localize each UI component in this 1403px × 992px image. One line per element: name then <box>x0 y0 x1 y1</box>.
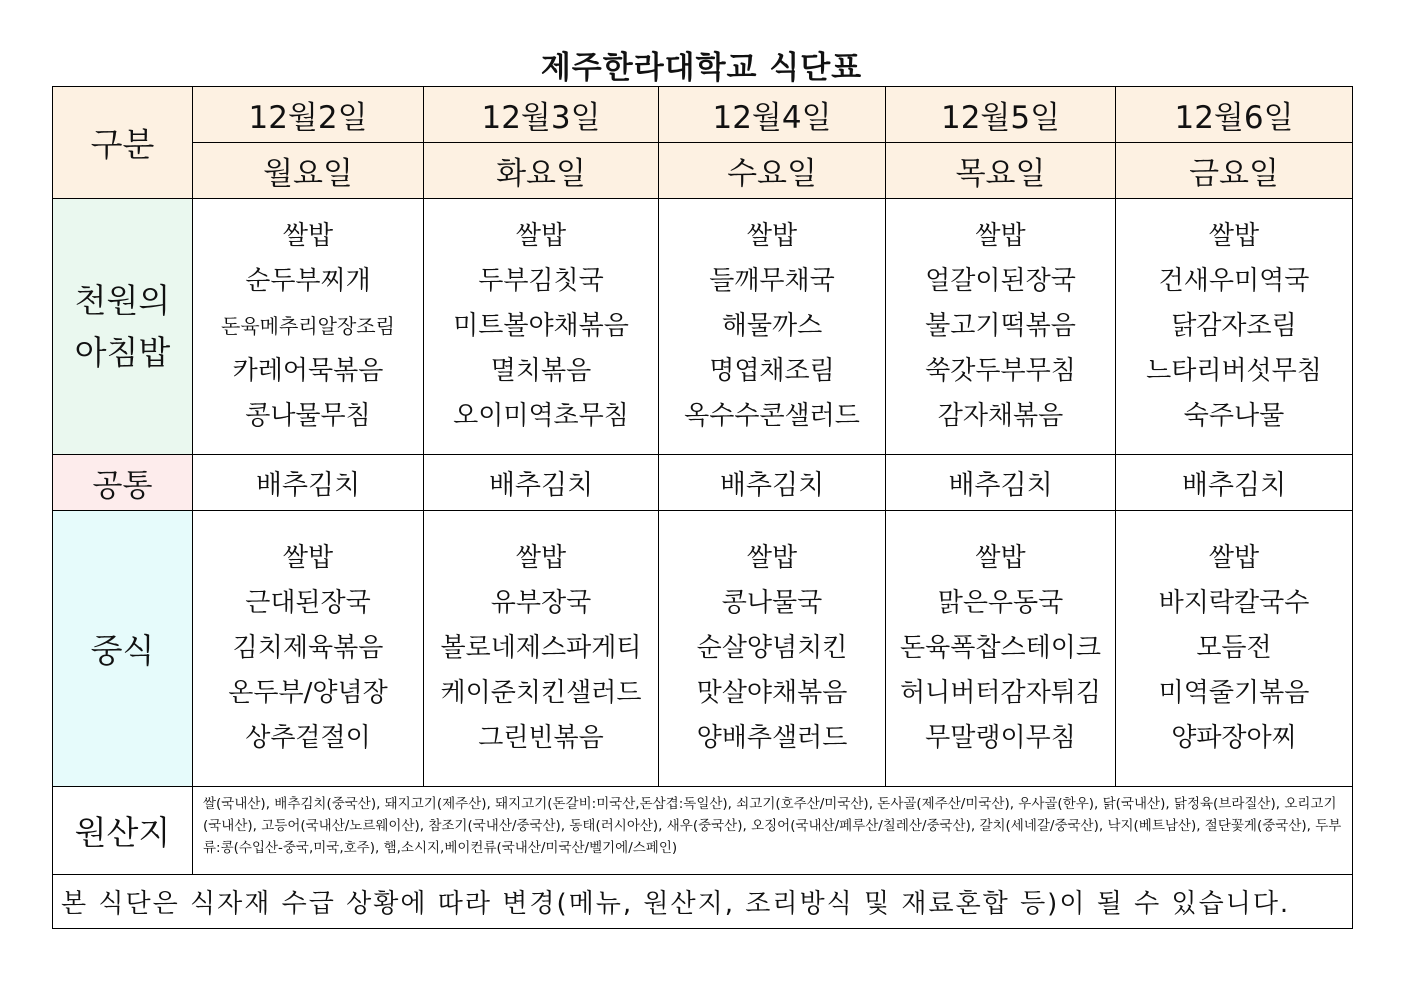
menu-item: 들깨무채국 <box>709 266 835 296</box>
menu-item: 옥수수콘샐러드 <box>684 401 860 431</box>
menu-item: 해물까스 <box>721 311 823 341</box>
date-cell: 12월3일 <box>424 87 659 143</box>
menu-item: 쑥갓두부무침 <box>925 356 1076 386</box>
breakfast-menu-cell <box>193 199 424 455</box>
lunch-menu-cell <box>886 511 1116 787</box>
menu-item: 감자채볶음 <box>937 401 1064 431</box>
breakfast-label-line: 천원의 <box>74 280 171 320</box>
date-row <box>53 87 1353 143</box>
menu-item: 멸치볶음 <box>490 356 592 386</box>
common-item: 배추김치 <box>1116 455 1353 511</box>
menu-item: 숙주나물 <box>1183 401 1285 431</box>
breakfast-menu-cell <box>1116 199 1353 455</box>
menu-item: 불고기떡볶음 <box>925 311 1076 341</box>
common-item: 배추김치 <box>424 455 659 511</box>
weekday-cell: 목요일 <box>886 143 1116 199</box>
menu-item: 미역줄기볶음 <box>1158 678 1310 708</box>
weekday-cell: 화요일 <box>424 143 659 199</box>
menu-item: 쌀밥 <box>746 221 798 251</box>
menu-item: 케이준치킨샐러드 <box>440 678 642 708</box>
menu-item: 미트볼야채볶음 <box>453 311 629 341</box>
breakfast-menu-cell <box>886 199 1116 455</box>
menu-item: 명엽채조림 <box>709 356 835 386</box>
date-cell: 12월5일 <box>886 87 1116 143</box>
lunch-menu-cell <box>193 511 424 787</box>
breakfast-label <box>53 199 193 455</box>
menu-item: 돈육메추리알장조림 <box>221 314 395 338</box>
menu-item: 카레어묵볶음 <box>232 356 384 386</box>
weekday-cell: 수요일 <box>659 143 886 199</box>
common-label: 공통 <box>53 455 193 511</box>
lunch-menu-cell <box>659 511 886 787</box>
origin-label: 원산지 <box>53 787 193 875</box>
origin-row <box>53 787 1353 875</box>
menu-item: 모듬전 <box>1196 633 1272 663</box>
category-label: 구분 <box>53 87 193 199</box>
menu-item: 건새우미역국 <box>1158 266 1310 296</box>
lunch-label: 중식 <box>53 511 193 787</box>
menu-item: 쌀밥 <box>282 221 334 251</box>
breakfast-menu-cell <box>424 199 659 455</box>
menu-item: 볼로네제스파게티 <box>440 633 642 663</box>
menu-item: 쌀밥 <box>515 543 567 573</box>
menu-item: 맑은우동국 <box>937 588 1064 618</box>
lunch-row <box>53 511 1353 787</box>
breakfast-row <box>53 199 1353 455</box>
menu-item: 순두부찌개 <box>245 266 371 296</box>
menu-item: 쌀밥 <box>1208 221 1260 251</box>
date-cell: 12월2일 <box>193 87 424 143</box>
common-item: 배추김치 <box>193 455 424 511</box>
lunch-menu-cell <box>1116 511 1353 787</box>
menu-item: 두부김칫국 <box>478 266 604 296</box>
menu-item: 느타리버섯무침 <box>1146 356 1322 386</box>
menu-item: 바지락칼국수 <box>1158 588 1310 618</box>
weekday-cell: 금요일 <box>1116 143 1353 199</box>
menu-table <box>52 86 1353 929</box>
notice-text: 본 식단은 식자재 수급 상황에 따라 변경(메뉴, 원산지, 조리방식 및 재료혼합 등)이 될 수 있습니다. <box>53 875 1353 929</box>
menu-item: 콩나물국 <box>721 588 823 618</box>
menu-item: 닭감자조림 <box>1171 311 1297 341</box>
menu-item: 그린빈볶음 <box>478 723 604 753</box>
menu-item: 얼갈이된장국 <box>925 266 1076 296</box>
menu-item: 쌀밥 <box>746 543 798 573</box>
common-item: 배추김치 <box>659 455 886 511</box>
notice-row <box>53 875 1353 929</box>
menu-item: 오이미역초무침 <box>453 401 629 431</box>
menu-item: 쌀밥 <box>282 543 334 573</box>
menu-item: 돈육폭찹스테이크 <box>900 633 1101 663</box>
date-cell: 12월6일 <box>1116 87 1353 143</box>
weekday-cell: 월요일 <box>193 143 424 199</box>
menu-item: 양배추샐러드 <box>696 723 848 753</box>
menu-item: 쌀밥 <box>1208 543 1260 573</box>
weekday-row <box>53 143 1353 199</box>
page-title: 제주한라대학교 식단표 <box>540 50 863 86</box>
menu-item: 순살양념치킨 <box>696 633 848 663</box>
menu-item: 쌀밥 <box>975 543 1026 573</box>
breakfast-label-line: 아침밥 <box>74 332 171 372</box>
menu-item: 쌀밥 <box>975 221 1026 251</box>
origin-text: 쌀(국내산), 배추김치(중국산), 돼지고기(제주산), 돼지고기(돈갈비:미국산,돈삼겹:독일산), 쇠고기(호주산/미국산), 돈사골(제주산/미국산), 우사골(한우), 닭(국내산), 닭정육(브라질산), 오리고기(국내산), 고등어(국내산/노르웨이산), 참조기(국내산/중국산), 동태(러시아산), 새우(중국산), 오징어(국내산/페루산/칠레산/중국산), 갈치(세네갈/중국산), 낙지(베트남산), 절단꽃게(중국산), 두부류:콩(수입산-중국,미국,호주), 햄,소시지,베이컨류(국내산/미국산/벨기에/스페인) <box>193 787 1353 875</box>
menu-item: 양파장아찌 <box>1171 723 1297 753</box>
menu-item: 근대된장국 <box>245 588 371 618</box>
menu-item: 유부장국 <box>490 588 592 618</box>
menu-item: 허니버터감자튀김 <box>900 678 1101 708</box>
common-item: 배추김치 <box>886 455 1116 511</box>
menu-item: 맛살야채볶음 <box>696 678 848 708</box>
common-row <box>53 455 1353 511</box>
date-cell: 12월4일 <box>659 87 886 143</box>
breakfast-menu-cell <box>659 199 886 455</box>
lunch-menu-cell <box>424 511 659 787</box>
menu-item: 온두부/양념장 <box>228 678 388 708</box>
menu-item: 김치제육볶음 <box>232 633 384 663</box>
menu-item: 상추겉절이 <box>245 723 371 753</box>
menu-item: 콩나물무침 <box>245 401 371 431</box>
menu-item: 무말랭이무침 <box>925 723 1076 753</box>
menu-item: 쌀밥 <box>515 221 567 251</box>
